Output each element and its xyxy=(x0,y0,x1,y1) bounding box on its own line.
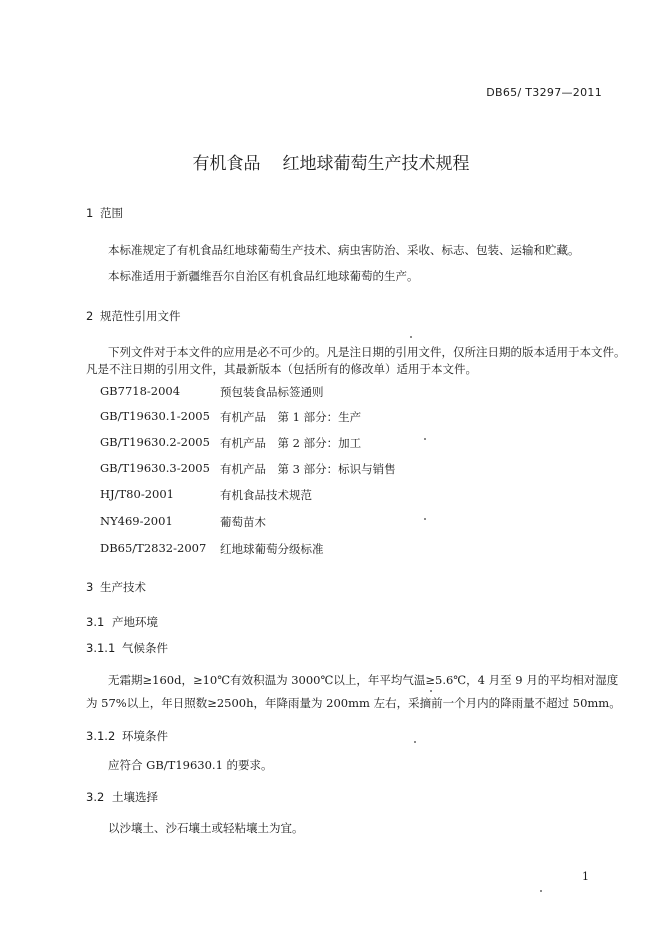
reference-title: 有机产品 第 1 部分：生产 xyxy=(220,410,362,424)
section-3-1-2-heading: 3.1.2 环境条件 xyxy=(86,729,168,743)
reference-code: GB/T19630.3-2005 xyxy=(100,461,210,475)
reference-title: 有机食品技术规范 xyxy=(220,488,312,502)
title-part-2: 红地球葡萄生产技术规程 xyxy=(282,154,470,174)
climate-paragraph: 无霜期≥160d，≥10℃有效积温为 3000℃以上，年平均气温≥5.6℃，4 月至 9 月的平均相对湿度为 57%以上，年日照数≥2500h，年降雨量为 200mm 左右，采摘前一个月内的降雨量不超过 50mm。 xyxy=(86,673,621,710)
section-2-heading: 2 规范性引用文件 xyxy=(86,309,181,323)
soil-paragraph: 以沙壤土、沙石壤土或轻粘壤土为宜。 xyxy=(108,821,304,835)
scan-speck xyxy=(424,518,426,520)
scan-speck xyxy=(430,690,432,692)
reference-code: DB65/T2832-2007 xyxy=(100,541,207,555)
scan-speck xyxy=(410,336,412,338)
document-title xyxy=(0,149,662,174)
section-3-1-1-heading: 3.1.1 气候条件 xyxy=(86,641,168,655)
section-3-2-heading: 3.2 土壤选择 xyxy=(86,790,158,804)
scan-speck xyxy=(414,741,416,743)
reference-code: GB/T19630.1-2005 xyxy=(100,409,210,423)
section-2-intro: 下列文件对于本文件的应用是必不可少的。凡是注日期的引用文件，仅所注日期的版本适用于本文件。凡是不注日期的引用文件，其最新版本（包括所有的修改单）适用于本文件。 xyxy=(86,345,626,376)
reference-title: 有机产品 第 3 部分：标识与销售 xyxy=(220,462,396,476)
section-1-paragraph-1: 本标准规定了有机食品红地球葡萄生产技术、病虫害防治、采收、标志、包装、运输和贮藏。 xyxy=(108,243,580,257)
reference-code: NY469-2001 xyxy=(100,514,173,528)
reference-title: 红地球葡萄分级标准 xyxy=(220,542,324,556)
reference-title: 预包装食品标签通则 xyxy=(220,385,324,399)
page-number: 1 xyxy=(582,870,589,883)
reference-code: GB/T19630.2-2005 xyxy=(100,435,210,449)
standard-code: DB65/ T3297—2011 xyxy=(486,86,602,99)
section-1-heading: 1 范围 xyxy=(86,206,123,220)
section-3-1-heading: 3.1 产地环境 xyxy=(86,615,158,629)
scan-speck xyxy=(540,890,542,892)
title-part-1: 有机食品 xyxy=(192,154,261,174)
reference-title: 有机产品 第 2 部分：加工 xyxy=(220,436,362,450)
environment-paragraph: 应符合 GB/T19630.1 的要求。 xyxy=(108,758,273,772)
reference-title: 葡萄苗木 xyxy=(220,515,266,529)
section-1-paragraph-2: 本标准适用于新疆维吾尔自治区有机食品红地球葡萄的生产。 xyxy=(108,269,419,283)
section-3-heading: 3 生产技术 xyxy=(86,580,146,594)
scan-speck xyxy=(424,438,426,440)
reference-code: HJ/T80-2001 xyxy=(100,487,174,501)
reference-code: GB7718-2004 xyxy=(100,384,181,398)
